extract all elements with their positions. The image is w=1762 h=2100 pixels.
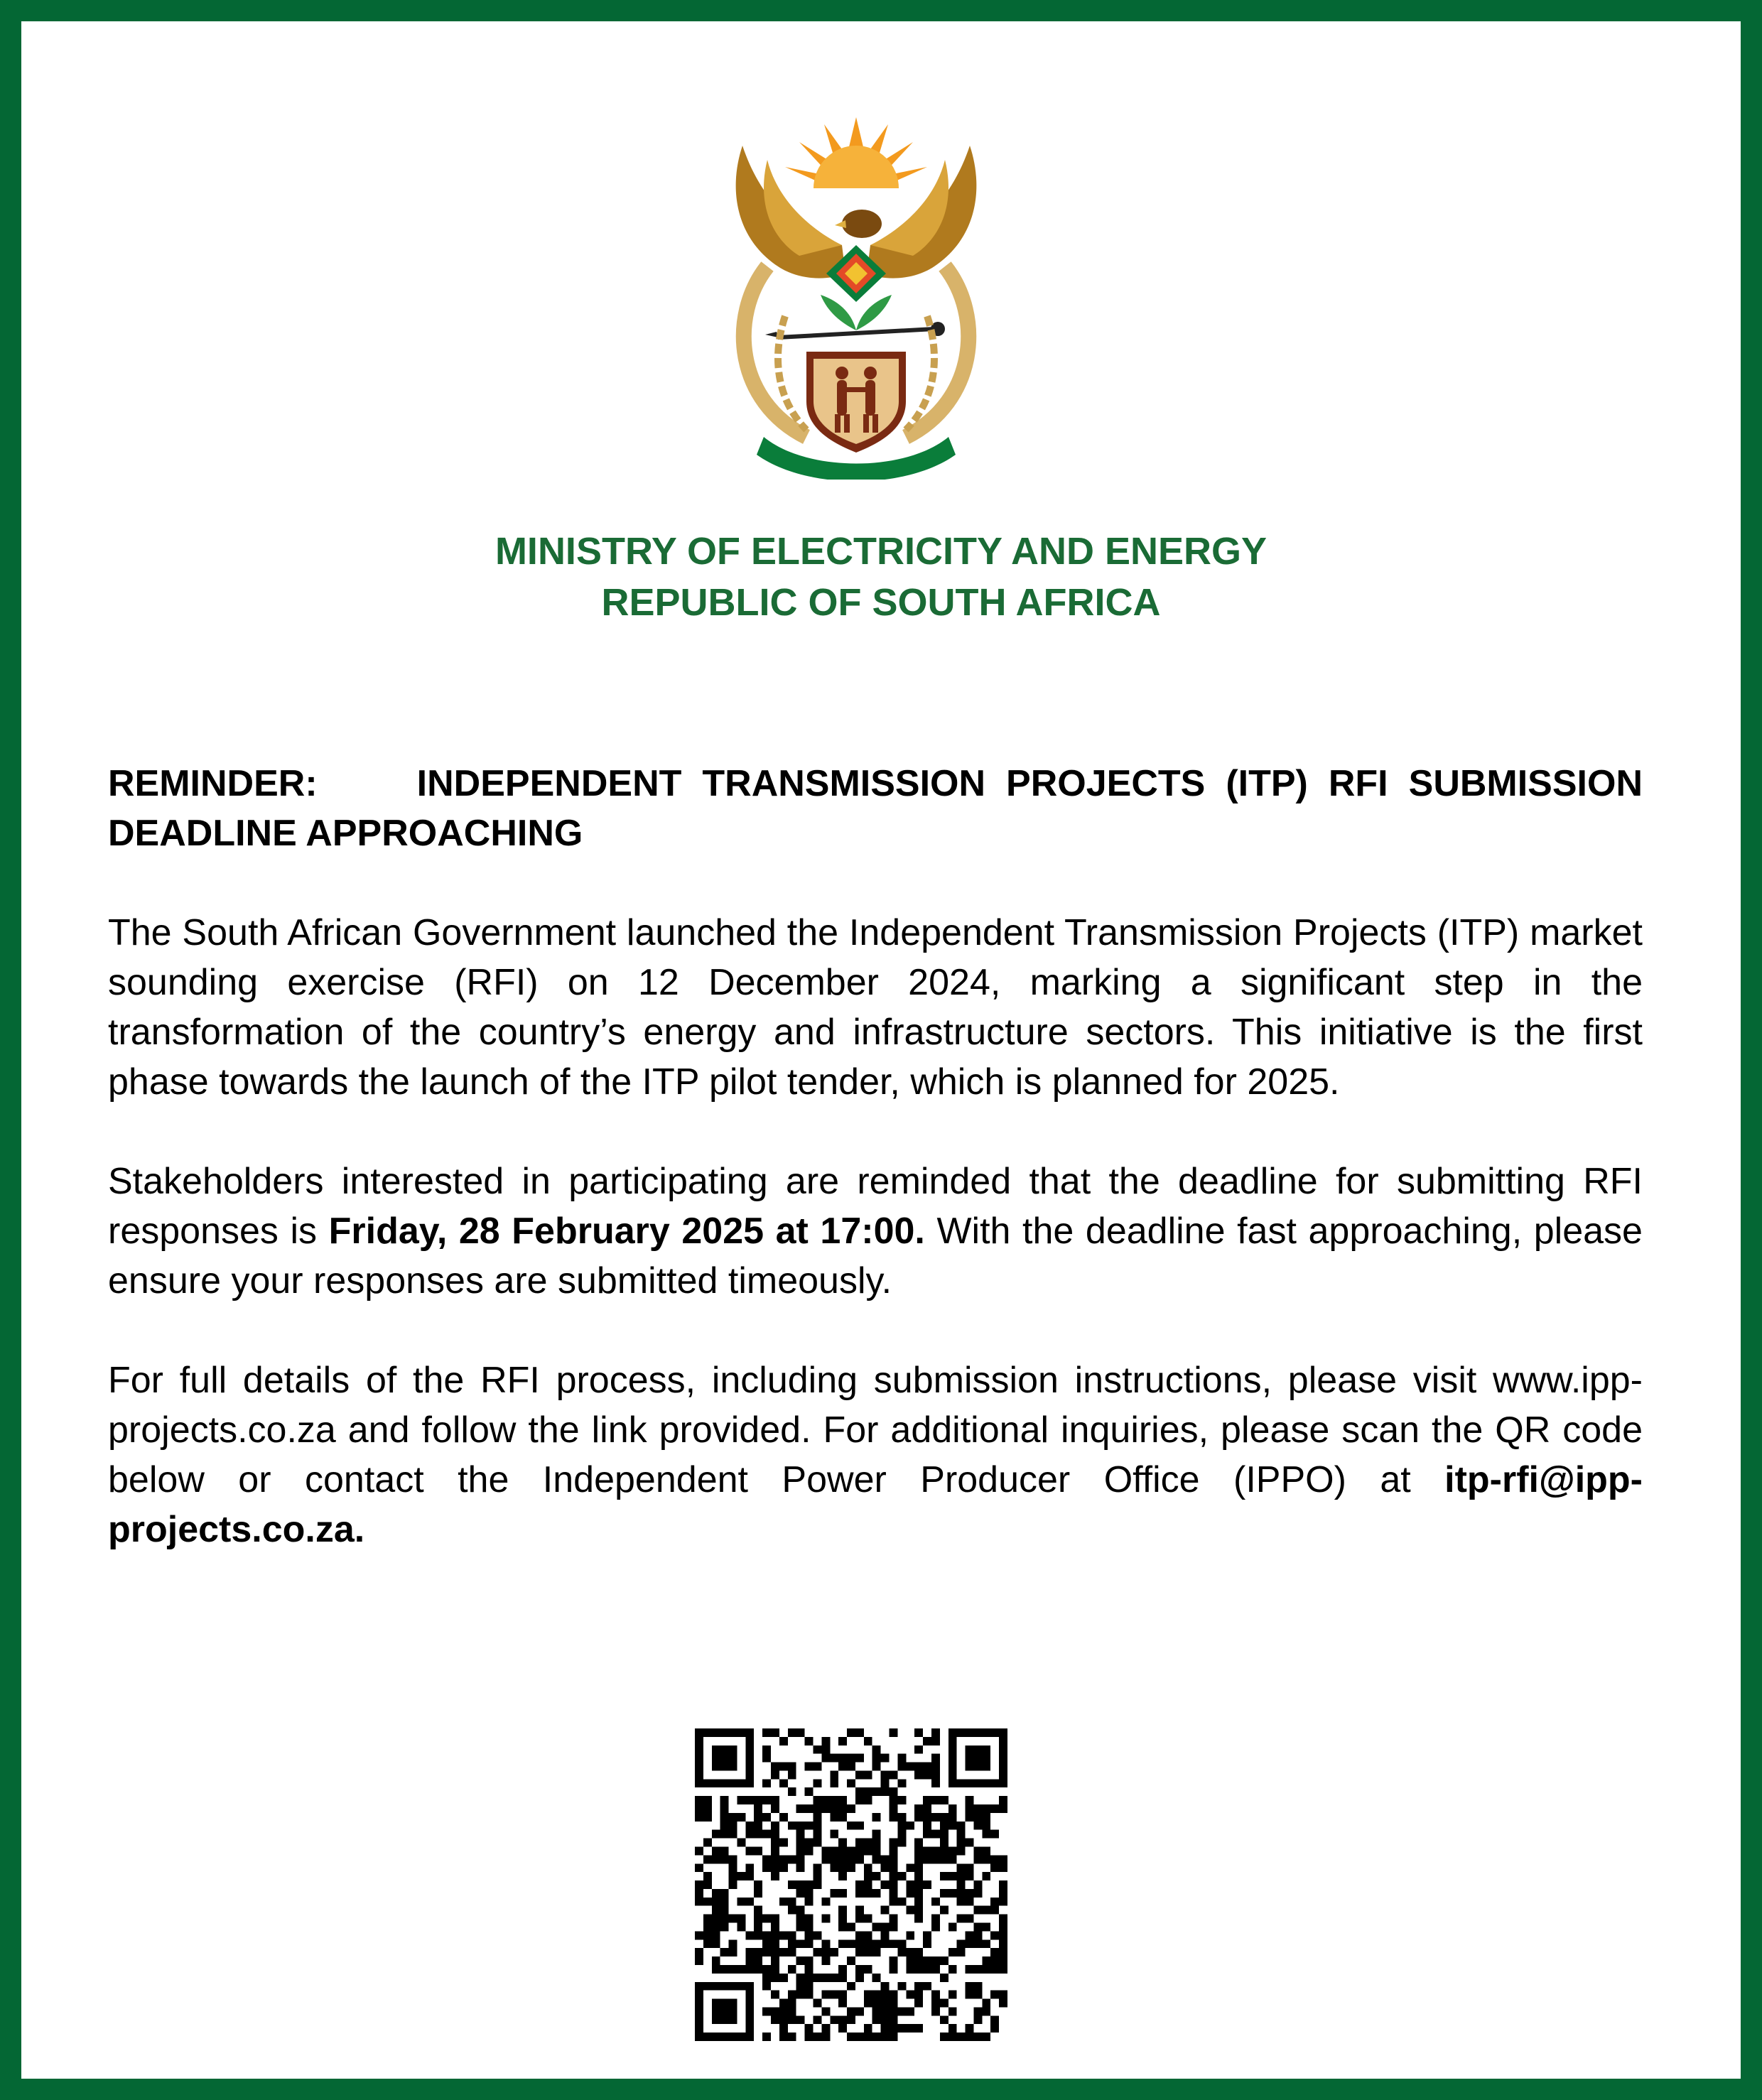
reminder-label: REMINDER: bbox=[108, 763, 318, 804]
qr-code-icon[interactable] bbox=[695, 1728, 1007, 2041]
ministry-title: MINISTRY OF ELECTRICITY AND ENERGY bbox=[494, 530, 1268, 573]
paragraph-deadline bbox=[108, 1157, 1643, 1306]
coat-of-arms-icon bbox=[700, 103, 1012, 480]
country-title: REPUBLIC OF SOUTH AFRICA bbox=[601, 581, 1161, 624]
contact-text: For full details of the RFI process, including submission instructions, please visit www.ipp-projects.co.za and follow the link provided. For additional inquiries, please scan the QR code below or contact the Independent Power Producer Office (IPPO) at bbox=[108, 1360, 1643, 1500]
deadline-date: Friday, 28 February 2025 at 17:00. bbox=[328, 1211, 925, 1252]
paragraph-contact bbox=[108, 1355, 1643, 1554]
deadline-outro: With the deadline fast approaching, please ensure your responses are submitted timeously. bbox=[108, 1211, 1643, 1301]
ministry-header bbox=[0, 526, 1762, 628]
deadline-intro: Stakeholders interested in participating are reminded that the deadline for submitting RFI responses is bbox=[108, 1161, 1643, 1252]
notice-body bbox=[108, 759, 1643, 1604]
paragraph-launch: The South African Government launched the Independent Transmission Projects (ITP) market sounding exercise (RFI) on 12 December 2024, marking a significant step in the transformation of the country’s energy and infrastructure sectors. This initiative is the first phase towards the launch of the ITP pilot tender, which is planned for 2025. bbox=[108, 912, 1643, 1103]
contact-email[interactable]: itp-rfi@ipp-projects.co.za. bbox=[108, 1459, 1643, 1550]
notice-heading bbox=[108, 759, 1643, 858]
notice-heading-text: INDEPENDENT TRANSMISSION PROJECTS (ITP) RFI SUBMISSION DEADLINE APPROACHING bbox=[108, 763, 1643, 854]
